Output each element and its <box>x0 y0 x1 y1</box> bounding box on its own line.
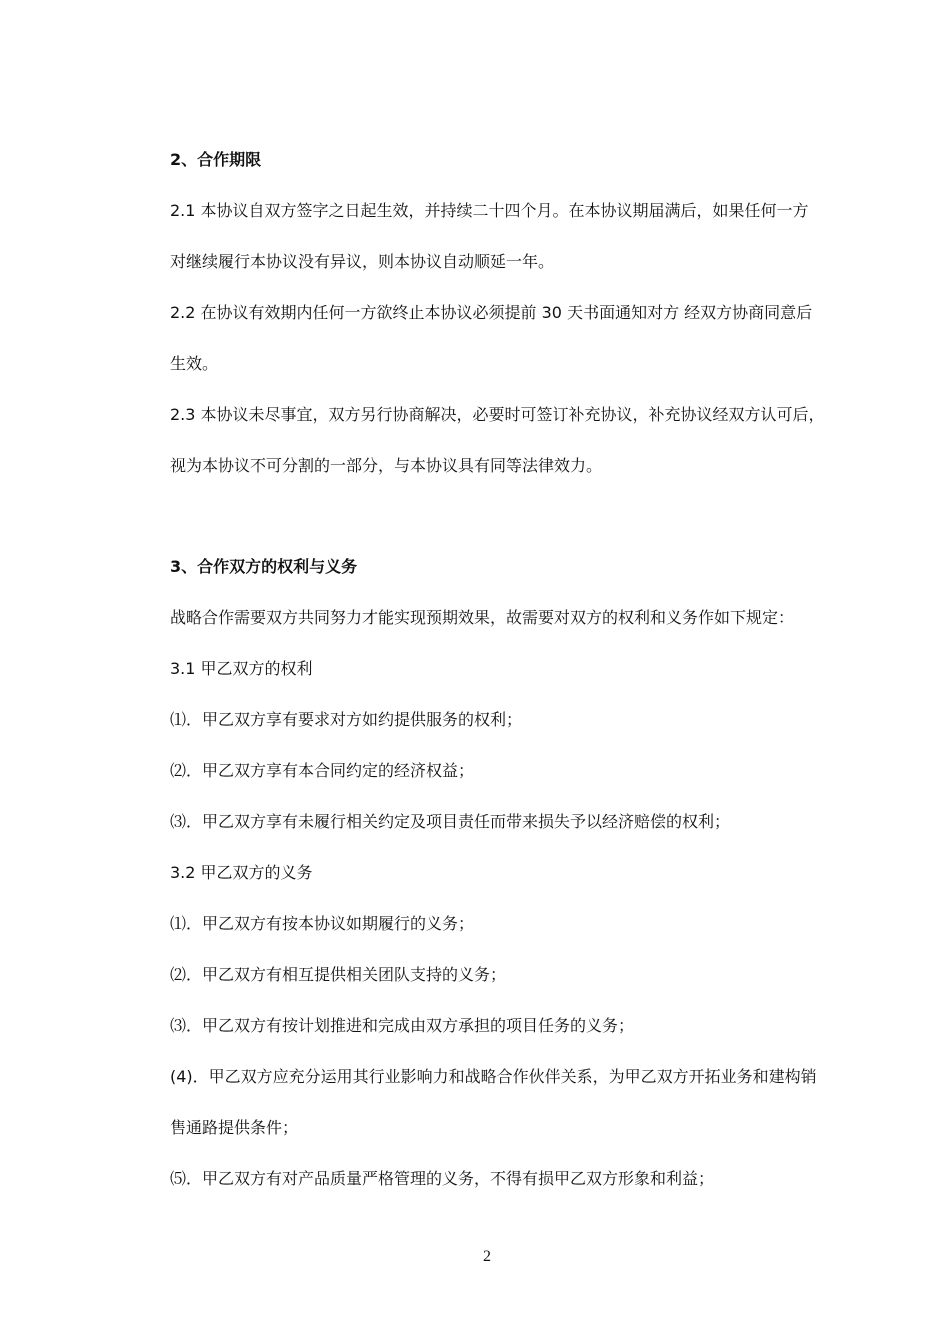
section-2-heading: 2、合作期限 <box>170 150 262 169</box>
rights-title: 3.1 甲乙双方的权利 <box>170 659 313 678</box>
duties-title: 3.2 甲乙双方的义务 <box>170 863 313 882</box>
clause-2-3-line-2: 视为本协议不可分割的一部分，与本协议具有同等法律效力。 <box>170 456 603 475</box>
clause-2-2-line-1: 2.2 在协议有效期内任何一方欲终止本协议必须提前 30 天书面通知对方 经双方协商同意后 <box>170 303 813 322</box>
duties-item-4-line-2: 售通路提供条件； <box>170 1118 299 1137</box>
rights-item-1: ⑴．甲乙双方享有要求对方如约提供服务的权利； <box>170 710 523 729</box>
duties-item-1: ⑴．甲乙双方有按本协议如期履行的义务； <box>170 914 475 933</box>
duties-item-5: ⑸．甲乙双方有对产品质量严格管理的义务，不得有损甲乙双方形象和利益； <box>170 1169 715 1188</box>
page-number: 2 <box>483 1248 491 1265</box>
clause-2-3-line-1: 2.3 本协议未尽事宜，双方另行协商解决，必要时可签订补充协议，补充协议经双方认可后， <box>170 405 825 424</box>
section-3-heading: 3、合作双方的权利与义务 <box>170 557 358 576</box>
duties-item-2: ⑵．甲乙双方有相互提供相关团队支持的义务； <box>170 965 507 984</box>
section-3-intro: 战略合作需要双方共同努力才能实现预期效果，故需要对双方的权利和义务作如下规定： <box>170 608 795 627</box>
rights-item-2: ⑵．甲乙双方享有本合同约定的经济权益； <box>170 761 475 780</box>
clause-2-1-line-1: 2.1 本协议自双方签字之日起生效，并持续二十四个月。在本协议期届满后，如果任何一方 <box>170 201 809 220</box>
rights-item-3: ⑶．甲乙双方享有未履行相关约定及项目责任而带来损失予以经济赔偿的权利； <box>170 812 731 831</box>
duties-item-4-line-1: (4)．甲乙双方应充分运用其行业影响力和战略合作伙伴关系，为甲乙双方开拓业务和建构销 <box>170 1067 817 1086</box>
duties-item-3: ⑶．甲乙双方有按计划推进和完成由双方承担的项目任务的义务； <box>170 1016 635 1035</box>
clause-2-2-line-2: 生效。 <box>170 354 219 373</box>
clause-2-1-line-2: 对继续履行本协议没有异议，则本协议自动顺延一年。 <box>170 252 555 271</box>
